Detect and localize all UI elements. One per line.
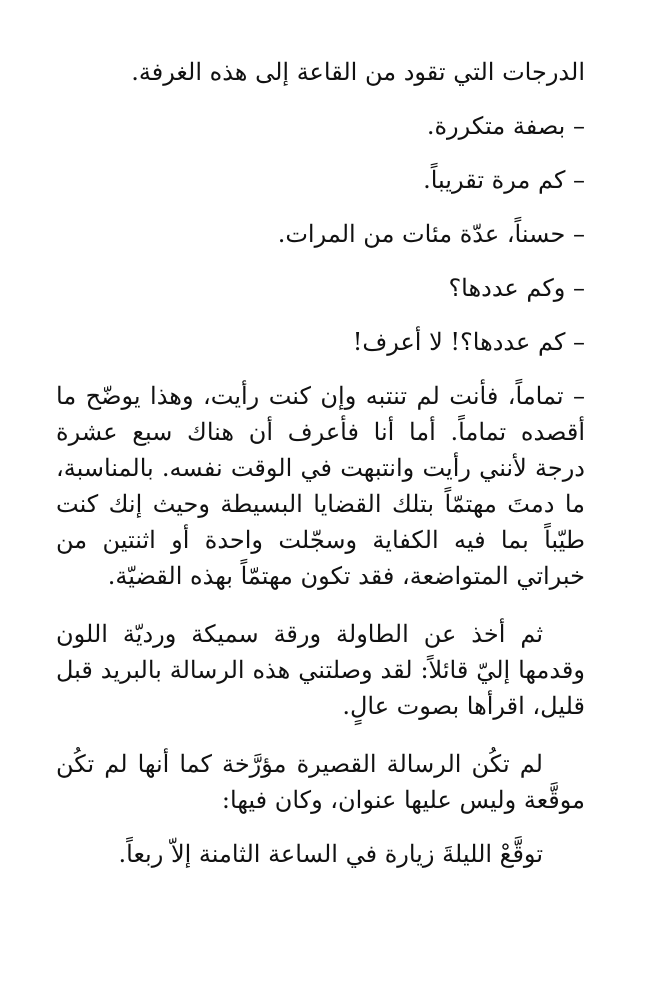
dialogue-line: – كم عددها؟! لا أعرف! xyxy=(352,328,585,356)
body-paragraph: لم تكُن الرسالة القصيرة مؤرَّخة كما أنها لم تكُن موقَّعة وليس عليها عنوان، وكان فيها: xyxy=(56,750,585,814)
dialogue-line: – بصفة متكررة. xyxy=(426,112,585,140)
body-paragraph: ثم أخذ عن الطاولة ورقة سميكة ورديّة اللون وقدمها إليّ قائلاً: لقد وصلتني هذه الرسالة بالبريد قبل قليل، اقرأها بصوت عالٍ. xyxy=(56,620,585,720)
letter-text: توقَّعْ الليلةَ زيارة في الساعة الثامنة إلاّ ربعاً. xyxy=(118,840,543,868)
dialogue-line: – حسناً، عدّة مئات من المرات. xyxy=(277,220,585,248)
dialogue-paragraph: – تماماً، فأنت لم تنتبه وإن كنت رأيت، وهذا يوضّح ما أقصده تماماً. أما أنا فأعرف أن هناك سبع عشرة درجة لأنني رأيت وانتبهت في الوقت نفسه. بالمناسبة، ما دمتَ مهتمّاً بتلك القضايا البسيطة وحيث إنك كنت طيّباً بما فيه الكفاية وسجّلت واحدة أو اثنتين من خبراتي المتواضعة، فقد تكون مهتمّاً بهذه القضيّة. xyxy=(56,382,585,590)
dialogue-line: – وكم عددها؟ xyxy=(448,274,585,302)
dialogue-line: – كم مرة تقريباً. xyxy=(423,166,585,194)
paragraph-continuation: الدرجات التي تقود من القاعة إلى هذه الغرفة. xyxy=(131,58,585,86)
